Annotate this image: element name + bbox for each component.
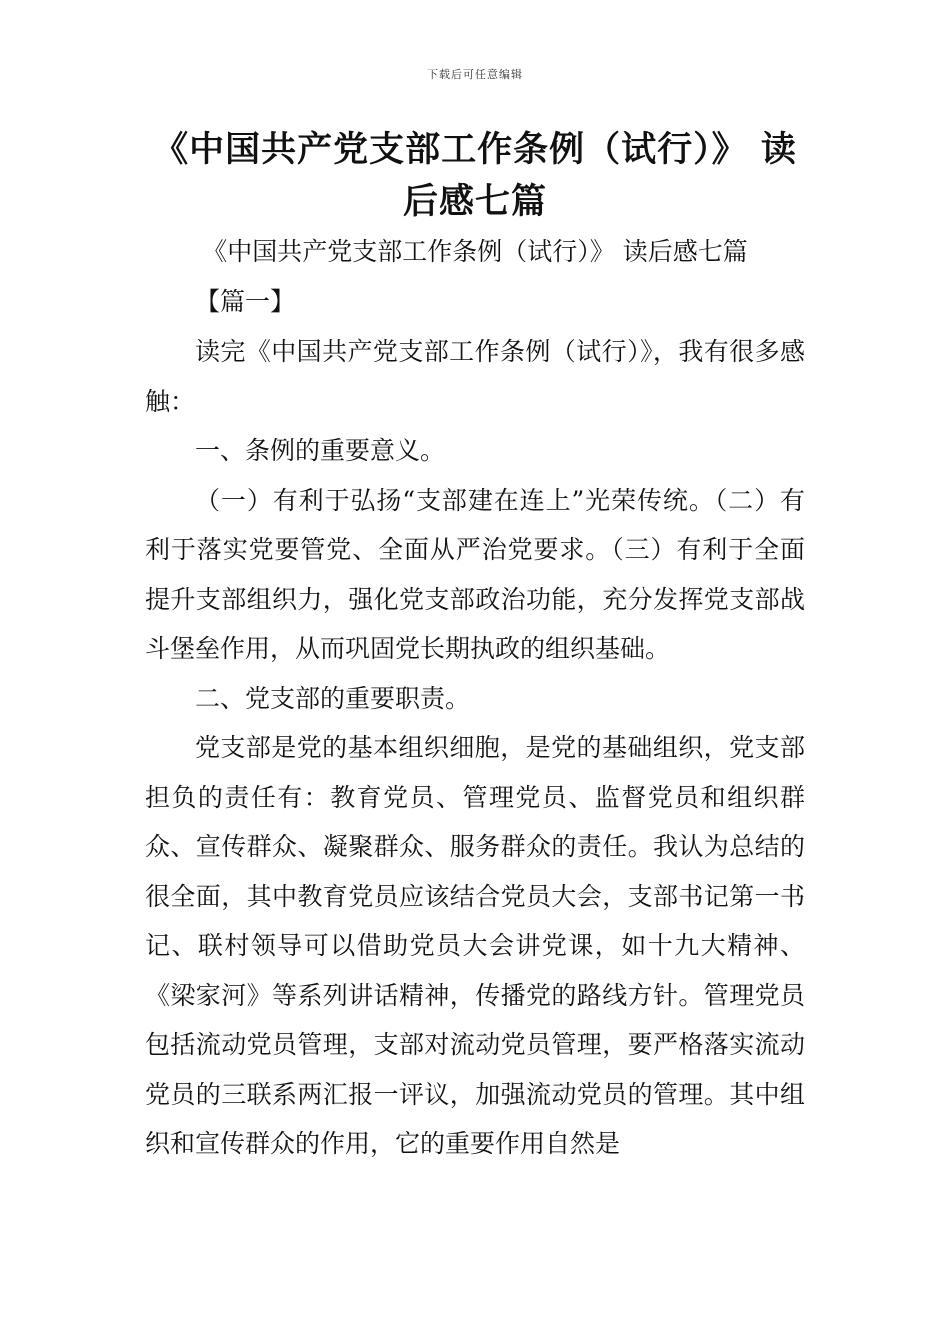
document-title: 《中国共产党支部工作条例（试行）》 读后感七篇 (153, 130, 797, 222)
paragraph-significance: （一）有利于弘扬“支部建在连上”光荣传统。（二）有利于落实党要管党、全面从严治党要求。（三）有利于全面提升支部组织力，强化党支部政治功能，充分发挥党支部战斗堡垒作用，从而巩固党长期执政的组织基础。 (145, 485, 805, 663)
section-label: 【篇一】 (195, 287, 296, 316)
paragraph-intro: 读完《中国共产党支部工作条例（试行）》，我有很多感触： (145, 337, 805, 416)
section-label-container (145, 277, 805, 327)
document-body (145, 327, 805, 1169)
paragraph-duties: 党支部是党的基本组织细胞，是党的基础组织，党支部担负的责任有：教育党员、管理党员、监督党员和组织群众、宣传群众、凝聚群众、服务群众的责任。我认为总结的很全面，其中教育党员应该结合党员大会，支部书记第一书记、联村领导可以借助党员大会讲党课，如十九大精神、《梁家河》等系列讲话精神，传播党的路线方针。管理党员包括流动党员管理，支部对流动党员管理，要严格落实流动党员的三联系两汇报一评议，加强流动党员的管理。其中组织和宣传群众的作用，它的重要作用自然是 (145, 733, 805, 1158)
document-subtitle: 《中国共产党支部工作条例（试行）》 读后感七篇 (202, 237, 748, 266)
heading-duties: 二、党支部的重要职责。 (195, 683, 471, 713)
header-note: 下载后可任意编辑 (427, 68, 523, 81)
heading-significance: 一、条例的重要意义。 (195, 436, 446, 465)
